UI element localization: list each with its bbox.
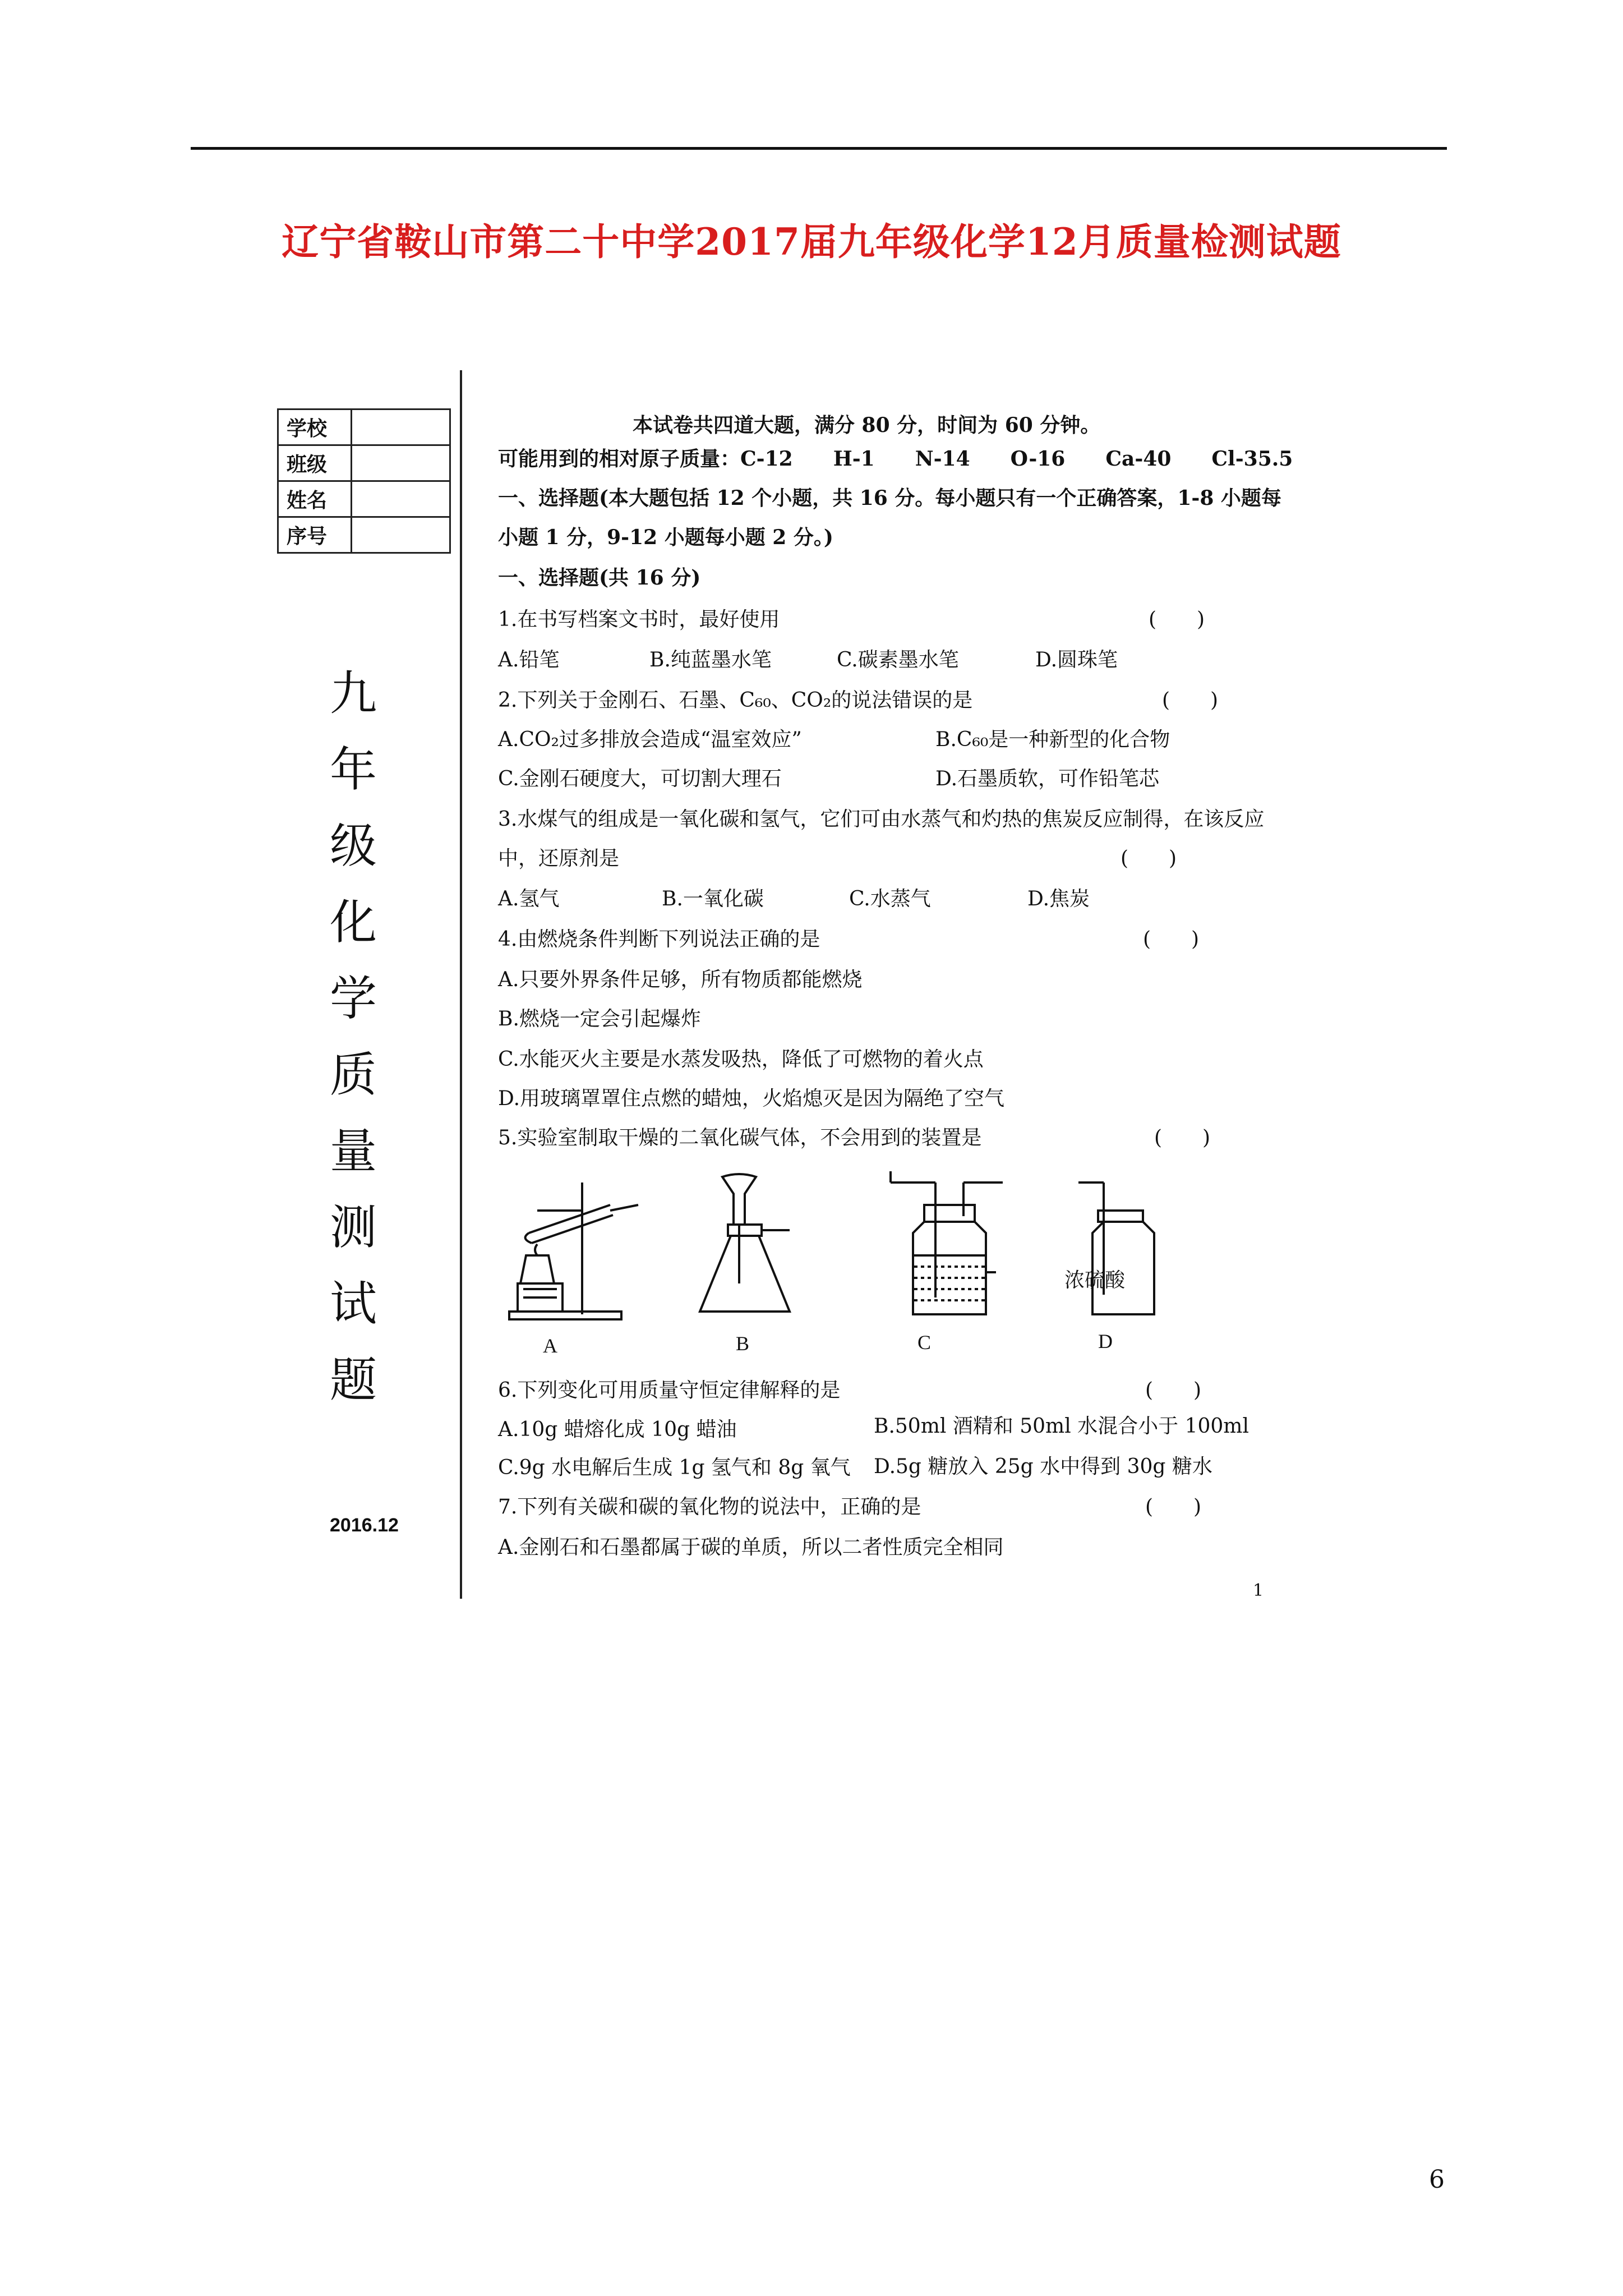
q1-option-c: C.碳素墨水笔: [837, 648, 959, 671]
acid-label: 浓硫酸: [1064, 1269, 1126, 1292]
question-2-stem: 2.下列关于金刚石、石墨、C₆₀、CO₂的说法错误的是: [498, 689, 973, 712]
answer-blank-6[interactable]: ( ): [1145, 1379, 1202, 1402]
section-description-cont: 小题 1 分，9-12 小题每小题 2 分。): [498, 526, 833, 549]
apparatus-b-drawing: [700, 1174, 790, 1312]
answer-blank-7[interactable]: ( ): [1145, 1496, 1202, 1519]
exam-date: 2016.12: [330, 1515, 399, 1536]
page-number: 6: [1429, 2165, 1445, 2194]
apparatus-a-label: A: [543, 1335, 557, 1357]
q3-option-c: C.水蒸气: [849, 887, 931, 910]
exam-intro: 本试卷共四道大题，满分 80 分，时间为 60 分钟。: [633, 413, 1101, 437]
document-title: 辽宁省鞍山市第二十中学2017届九年级化学12月质量检测试题: [282, 220, 1341, 264]
atomic-mass-line: 可能用到的相对原子质量：C-12 H-1 N-14 O-16 Ca-40 Cl-35.5: [498, 447, 1293, 471]
binding-line: [460, 370, 462, 1599]
question-3-stem: 3.水煤气的组成是一氧化碳和氢气，它们可由水蒸气和灼热的焦炭反应制得，在该反应: [498, 808, 1265, 831]
section-description: 一、选择题(本大题包括 12 个小题，共 16 分。每小题只有一个正确答案，1-8 小题每: [498, 486, 1281, 510]
apparatus-a-drawing: [509, 1182, 638, 1319]
answer-blank-1[interactable]: ( ): [1149, 608, 1205, 631]
field-blank[interactable]: [352, 409, 450, 445]
vertical-title-char: 级: [329, 818, 377, 873]
apparatus-d-label: D: [1098, 1330, 1113, 1352]
question-7-stem: 7.下列有关碳和碳的氧化物的说法中，正确的是: [498, 1496, 921, 1519]
answer-blank-5[interactable]: ( ): [1154, 1126, 1211, 1149]
q6-option-c: C.9g 水电解后生成 1g 氢气和 8g 氧气: [498, 1456, 851, 1479]
apparatus-drawings: [498, 1171, 1205, 1328]
vertical-title-char: 题: [329, 1352, 377, 1407]
question-4-stem: 4.由燃烧条件判断下列说法正确的是: [498, 928, 820, 951]
q6-option-d: D.5g 糖放入 25g 水中得到 30g 糖水: [874, 1455, 1212, 1478]
question-5-stem: 5.实验室制取干燥的二氧化碳气体，不会用到的装置是: [498, 1126, 982, 1149]
q4-option-b: B.燃烧一定会引起爆炸: [498, 1007, 701, 1030]
apparatus-c-label: C: [917, 1331, 932, 1354]
q4-option-a: A.只要外界条件足够，所有物质都能燃烧: [498, 968, 863, 991]
vertical-title-char: 量: [329, 1124, 377, 1179]
apparatus-figure: [498, 1171, 1205, 1362]
header-rule: [191, 147, 1447, 150]
field-label: 姓名: [278, 481, 352, 517]
inner-page-number: 1: [1253, 1581, 1264, 1600]
section-heading: 一、选择题(共 16 分): [498, 566, 701, 590]
q3-option-d: D.焦炭: [1027, 887, 1090, 910]
vertical-title-char: 化: [329, 895, 377, 950]
q2-option-c: C.金刚石硬度大，可切割大理石: [498, 767, 782, 790]
apparatus-d-drawing: [1078, 1182, 1154, 1314]
question-6-stem: 6.下列变化可用质量守恒定律解释的是: [498, 1379, 841, 1402]
field-blank[interactable]: [352, 445, 450, 481]
field-label: 班级: [278, 445, 352, 481]
student-info-table: [277, 408, 451, 554]
q3-option-b: B.一氧化碳: [662, 887, 764, 910]
q7-option-a: A.金刚石和石墨都属于碳的单质，所以二者性质完全相同: [498, 1536, 1004, 1559]
vertical-title-char: 测: [329, 1200, 377, 1255]
q2-option-b: B.C₆₀是一种新型的化合物: [935, 728, 1170, 751]
field-label: 序号: [278, 517, 352, 553]
q1-option-d: D.圆珠笔: [1035, 648, 1118, 671]
vertical-title-char: 年: [329, 742, 377, 797]
question-1-stem: 1.在书写档案文书时，最好使用: [498, 608, 780, 631]
vertical-title-char: 质: [329, 1047, 377, 1102]
q4-option-d: D.用玻璃罩罩住点燃的蜡烛，火焰熄灭是因为隔绝了空气: [498, 1087, 1005, 1110]
question-3-stem-cont: 中，还原剂是: [498, 847, 620, 870]
field-blank[interactable]: [352, 517, 450, 553]
q1-option-a: A.铅笔: [498, 648, 560, 671]
answer-blank-4[interactable]: ( ): [1143, 928, 1200, 951]
q3-option-a: A.氢气: [498, 887, 560, 910]
q6-option-b: B.50ml 酒精和 50ml 水混合小于 100ml: [874, 1415, 1249, 1438]
field-label: 学校: [278, 409, 352, 445]
answer-blank-3[interactable]: ( ): [1121, 847, 1177, 870]
q1-option-b: B.纯蓝墨水笔: [649, 648, 772, 671]
apparatus-c-drawing: [891, 1171, 1003, 1314]
q2-option-a: A.CO₂过多排放会造成“温室效应”: [498, 728, 802, 751]
q4-option-c: C.水能灭火主要是水蒸发吸热，降低了可燃物的着火点: [498, 1048, 984, 1071]
q6-option-a: A.10g 蜡熔化成 10g 蜡油: [498, 1418, 737, 1441]
vertical-title-char: 九: [329, 666, 377, 721]
vertical-title-char: 学: [329, 971, 377, 1026]
vertical-title: [320, 655, 387, 1418]
answer-blank-2[interactable]: ( ): [1162, 689, 1219, 712]
field-blank[interactable]: [352, 481, 450, 517]
apparatus-b-label: B: [736, 1332, 750, 1355]
q2-option-d: D.石墨质软，可作铅笔芯: [935, 767, 1160, 790]
vertical-title-char: 试: [329, 1276, 377, 1331]
